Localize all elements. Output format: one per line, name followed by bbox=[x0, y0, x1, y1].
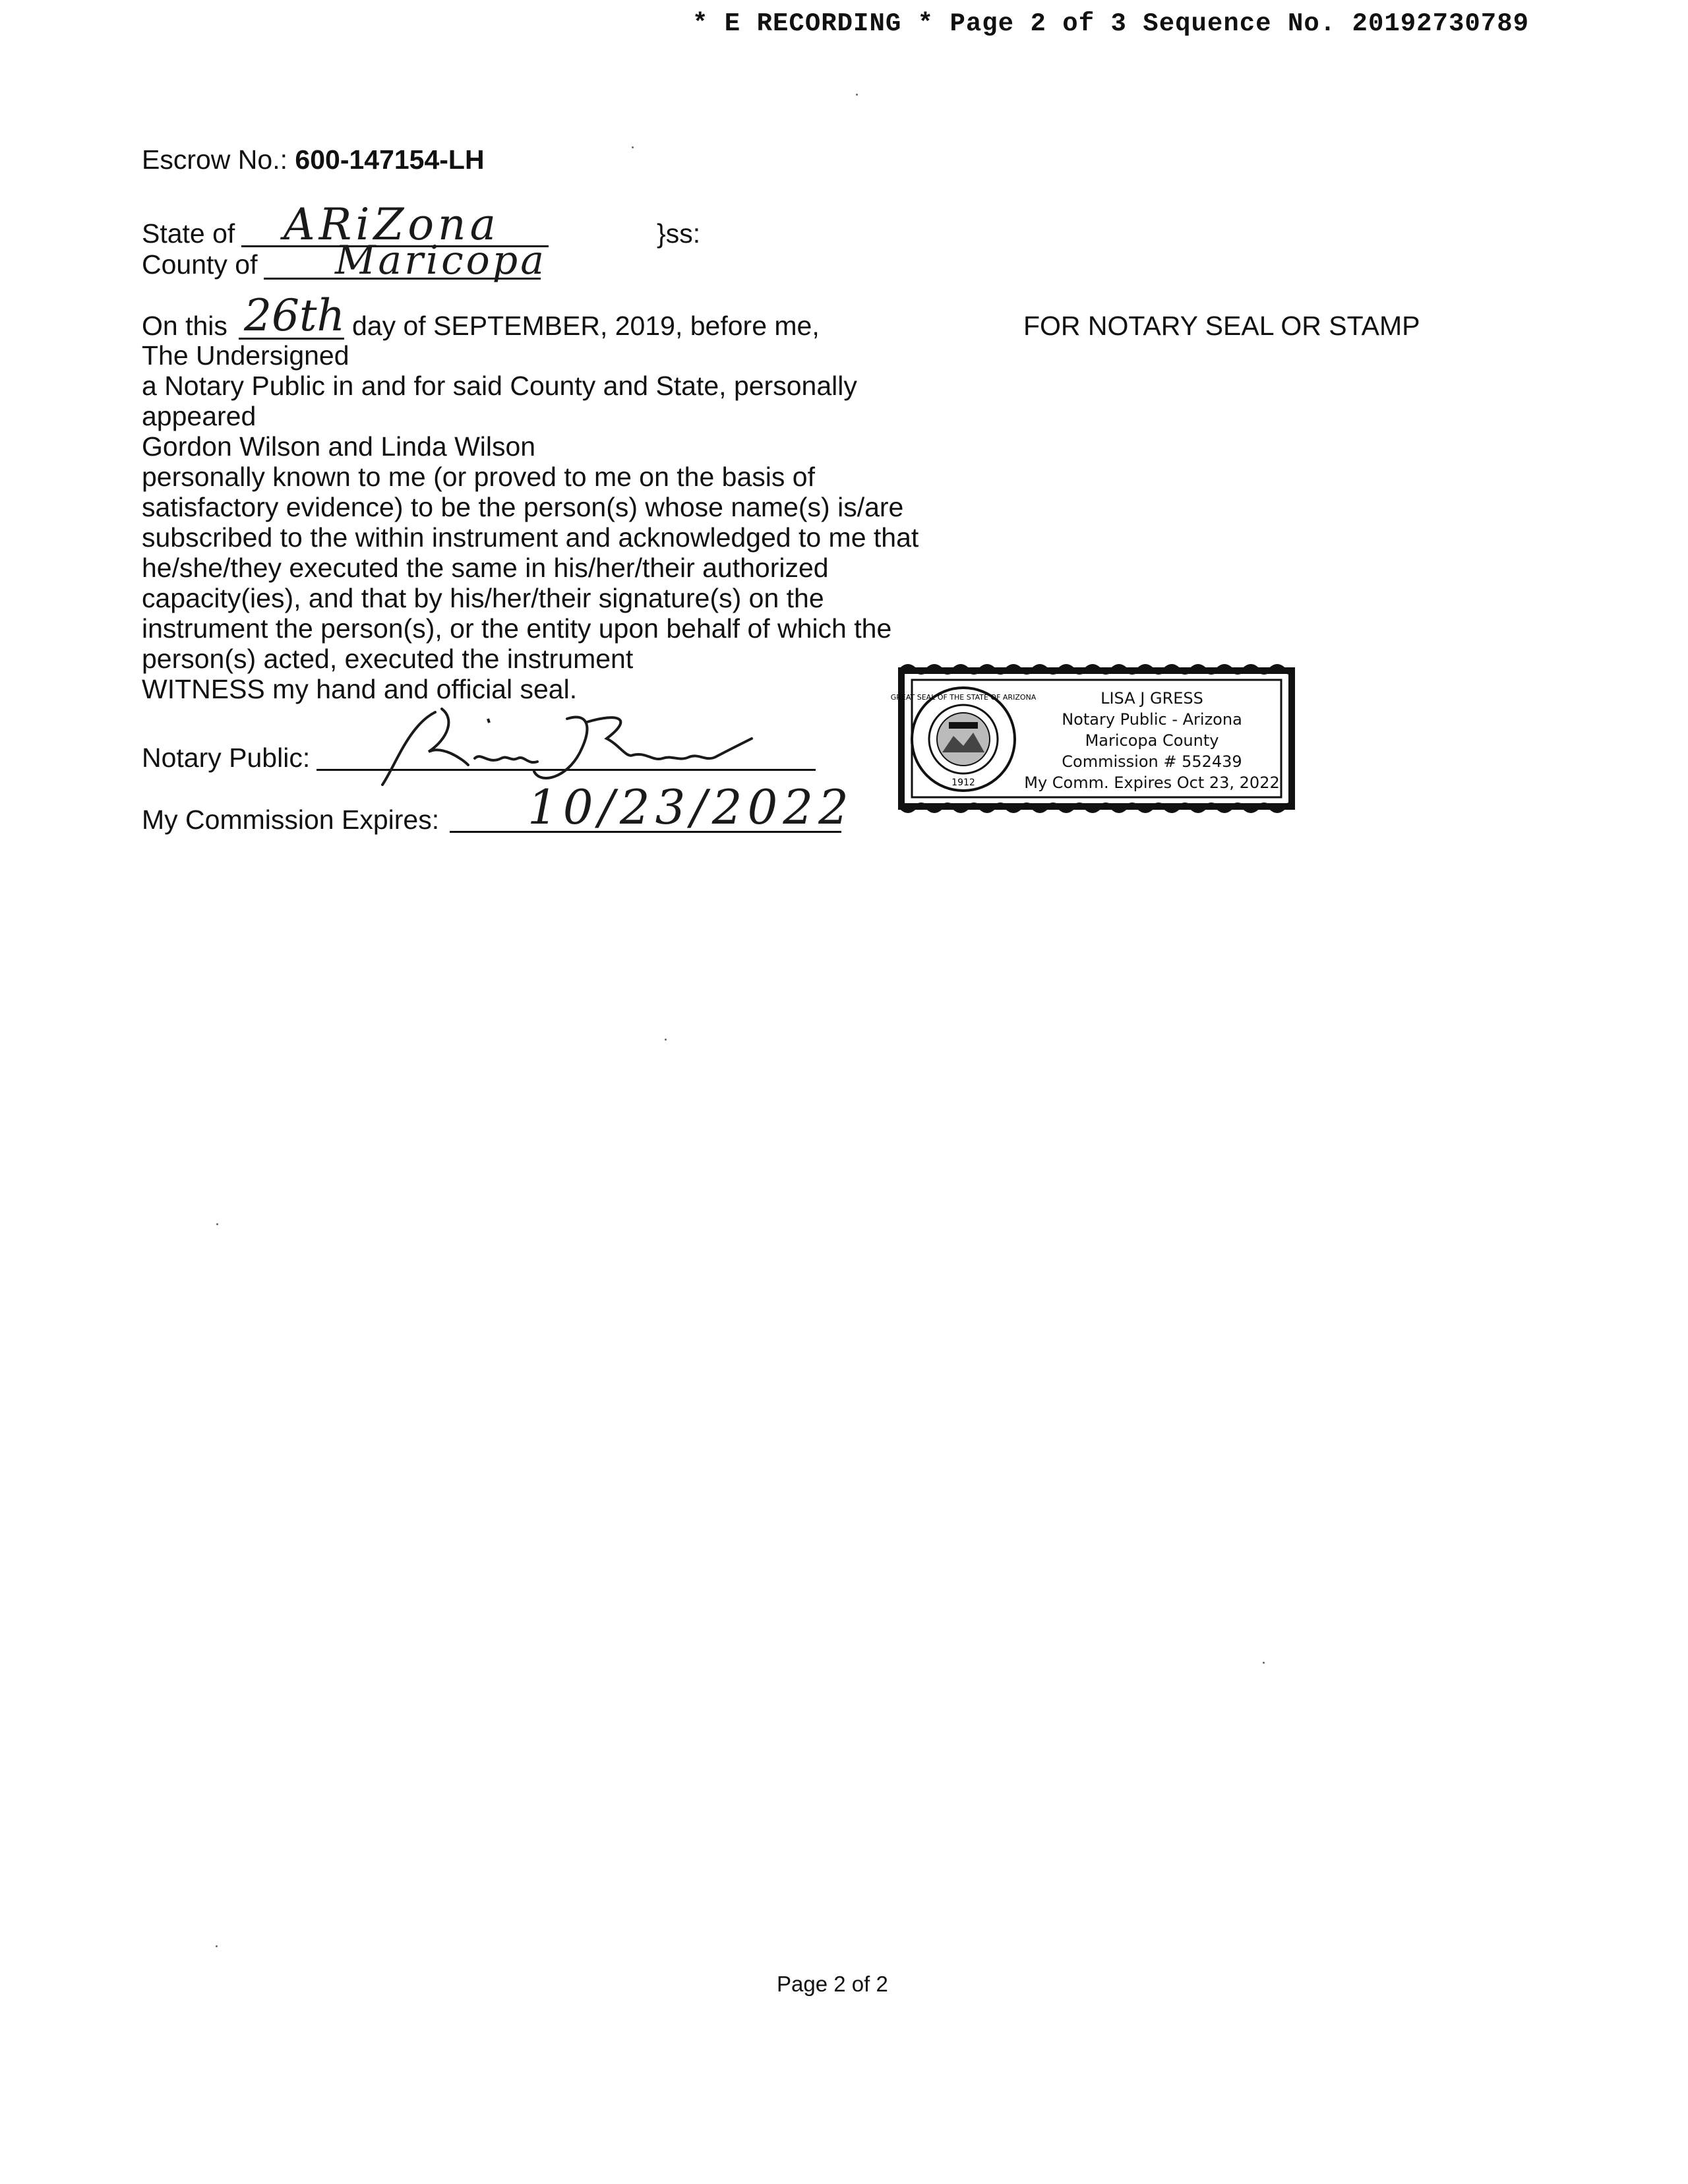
arizona-seal-icon bbox=[890, 680, 1037, 799]
escrow-label: Escrow No.: bbox=[142, 144, 287, 175]
state-handwritten: ARiZona bbox=[284, 199, 500, 250]
ack-line: satisfactory evidence) to be the person(s) whose name(s) is/are bbox=[142, 492, 904, 522]
ack-line: capacity(ies), and that by his/her/their signature(s) on the bbox=[142, 583, 824, 613]
ss-label: }ss: bbox=[657, 218, 701, 249]
seal-year: 1912 bbox=[951, 777, 975, 788]
commission-expires-handwritten: 10/23/2022 bbox=[528, 779, 854, 835]
scan-speck bbox=[216, 1945, 218, 1947]
scan-speck bbox=[632, 146, 634, 148]
ack-line: WITNESS my hand and official seal. bbox=[142, 674, 578, 704]
seal-ring-text: GREAT SEAL OF THE STATE OF ARIZONA bbox=[890, 693, 1037, 702]
ack-line: subscribed to the within instrument and acknowledged to me that bbox=[142, 522, 919, 553]
day-handwritten: 26th bbox=[244, 290, 346, 341]
state-label: State of bbox=[142, 218, 235, 249]
ack-line: personally known to me (or proved to me on the basis of bbox=[142, 462, 815, 492]
ack-line: a Notary Public in and for said County and State, personally bbox=[142, 371, 857, 401]
ack-line: The Undersigned bbox=[142, 340, 349, 371]
scan-speck bbox=[1263, 1662, 1265, 1664]
notary-public-label: Notary Public: bbox=[142, 743, 311, 773]
on-this-label: On this bbox=[142, 311, 227, 341]
page-footer: Page 2 of 2 bbox=[777, 1972, 888, 1996]
county-handwritten: Maricopa bbox=[335, 237, 547, 284]
ack-line: instrument the person(s), or the entity upon behalf of which the bbox=[142, 613, 892, 644]
stamp-line: Notary Public - Arizona bbox=[1062, 710, 1242, 729]
seal-note: FOR NOTARY SEAL OR STAMP bbox=[1023, 311, 1420, 341]
ack-line: person(s) acted, executed the instrument bbox=[142, 644, 634, 674]
escrow-row bbox=[142, 144, 485, 175]
ack-line: Gordon Wilson and Linda Wilson bbox=[142, 431, 536, 462]
stamp-text bbox=[1013, 688, 1290, 793]
stamp-line: LISA J GRESS bbox=[1100, 689, 1203, 708]
commission-expires-label: My Commission Expires: bbox=[142, 804, 440, 835]
scan-speck bbox=[856, 94, 858, 96]
stamp-line: Maricopa County bbox=[1085, 731, 1219, 750]
ack-line: appeared bbox=[142, 401, 256, 431]
day-rest-text: day of SEPTEMBER, 2019, before me, bbox=[352, 311, 820, 341]
stamp-line: My Comm. Expires Oct 23, 2022 bbox=[1024, 774, 1280, 792]
scan-speck bbox=[216, 1223, 218, 1225]
escrow-number: 600-147154-LH bbox=[295, 144, 485, 175]
acknowledgment-body bbox=[142, 340, 919, 704]
notary-stamp bbox=[890, 661, 1298, 816]
county-label: County of bbox=[142, 249, 258, 280]
recording-header: * E RECORDING * Page 2 of 3 Sequence No. 20192730789 bbox=[692, 9, 1529, 38]
ack-line: he/she/they executed the same in his/her/their authorized bbox=[142, 553, 829, 583]
scan-speck bbox=[665, 1039, 667, 1041]
stamp-line: Commission # 552439 bbox=[1062, 752, 1242, 771]
